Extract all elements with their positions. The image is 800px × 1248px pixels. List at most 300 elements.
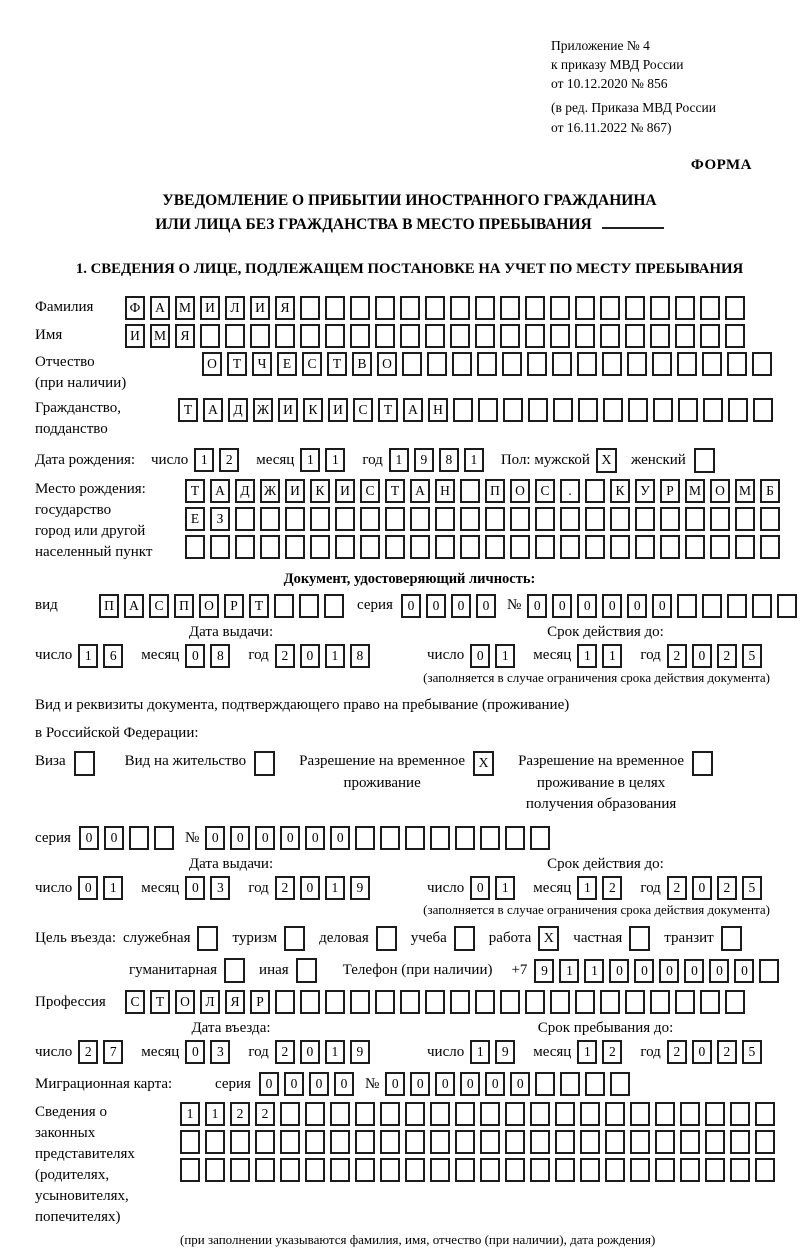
char-box[interactable]: 1 <box>325 448 345 472</box>
char-box[interactable]: А <box>150 296 170 320</box>
char-box[interactable] <box>735 535 755 559</box>
char-box[interactable] <box>685 507 705 531</box>
char-box[interactable] <box>360 507 380 531</box>
char-box[interactable]: 7 <box>103 1040 123 1064</box>
char-box[interactable] <box>300 324 320 348</box>
birth-place-input-row2[interactable] <box>185 507 785 531</box>
char-box[interactable] <box>578 398 598 422</box>
char-box[interactable] <box>405 1130 425 1154</box>
char-box[interactable] <box>185 535 205 559</box>
char-box[interactable]: 0 <box>385 1072 405 1096</box>
char-box[interactable] <box>200 324 220 348</box>
char-box[interactable] <box>400 296 420 320</box>
char-box[interactable] <box>460 535 480 559</box>
char-box[interactable] <box>260 507 280 531</box>
char-box[interactable]: 2 <box>667 876 687 900</box>
stay-year-input[interactable] <box>667 1040 767 1064</box>
permit-issue-year-input[interactable] <box>275 876 375 900</box>
stay-month-input[interactable] <box>577 1040 627 1064</box>
char-box[interactable]: 5 <box>742 1040 762 1064</box>
char-box[interactable]: С <box>353 398 373 422</box>
char-box[interactable] <box>450 990 470 1014</box>
char-box[interactable]: 0 <box>692 1040 712 1064</box>
char-box[interactable] <box>450 296 470 320</box>
char-box[interactable] <box>555 1158 575 1182</box>
char-box[interactable]: С <box>535 479 555 503</box>
char-box[interactable] <box>360 535 380 559</box>
char-box[interactable] <box>600 990 620 1014</box>
char-box[interactable]: У <box>635 479 655 503</box>
permit-valid-month-input[interactable] <box>577 876 627 900</box>
char-box[interactable]: 0 <box>527 594 547 618</box>
char-box[interactable] <box>530 1102 550 1126</box>
char-box[interactable]: 1 <box>103 876 123 900</box>
char-box[interactable]: 1 <box>577 876 597 900</box>
char-box[interactable] <box>405 826 425 850</box>
char-box[interactable] <box>577 352 597 376</box>
char-box[interactable]: Р <box>224 594 244 618</box>
char-box[interactable]: 0 <box>634 959 654 983</box>
char-box[interactable] <box>650 990 670 1014</box>
char-box[interactable] <box>700 324 720 348</box>
char-box[interactable] <box>625 990 645 1014</box>
char-box[interactable]: 1 <box>495 876 515 900</box>
char-box[interactable] <box>480 1158 500 1182</box>
char-box[interactable] <box>510 535 530 559</box>
char-box[interactable]: 1 <box>470 1040 490 1064</box>
char-box[interactable]: П <box>485 479 505 503</box>
char-box[interactable]: 2 <box>275 644 295 668</box>
char-box[interactable] <box>585 479 605 503</box>
char-box[interactable] <box>575 990 595 1014</box>
char-box[interactable]: Т <box>178 398 198 422</box>
char-box[interactable]: 1 <box>577 644 597 668</box>
char-box[interactable] <box>677 594 697 618</box>
char-box[interactable]: 0 <box>280 826 300 850</box>
char-box[interactable] <box>652 352 672 376</box>
char-box[interactable] <box>580 1130 600 1154</box>
temp-residence-checkbox[interactable]: X <box>473 751 494 776</box>
char-box[interactable]: Е <box>185 507 205 531</box>
char-box[interactable] <box>129 826 149 850</box>
char-box[interactable] <box>475 324 495 348</box>
sex-male-checkbox[interactable]: X <box>596 448 617 473</box>
char-box[interactable]: 0 <box>305 826 325 850</box>
char-box[interactable] <box>260 535 280 559</box>
char-box[interactable]: 9 <box>350 876 370 900</box>
char-box[interactable]: М <box>735 479 755 503</box>
id-issue-day-input[interactable] <box>78 644 128 668</box>
char-box[interactable] <box>677 352 697 376</box>
char-box[interactable] <box>280 1158 300 1182</box>
char-box[interactable] <box>375 296 395 320</box>
patronymic-input[interactable] <box>202 352 777 376</box>
char-box[interactable]: А <box>403 398 423 422</box>
char-box[interactable] <box>205 1158 225 1182</box>
char-box[interactable]: 1 <box>325 644 345 668</box>
char-box[interactable] <box>435 535 455 559</box>
char-box[interactable] <box>330 1130 350 1154</box>
char-box[interactable]: 2 <box>667 644 687 668</box>
char-box[interactable]: 0 <box>470 876 490 900</box>
char-box[interactable]: 0 <box>230 826 250 850</box>
char-box[interactable] <box>235 535 255 559</box>
char-box[interactable] <box>255 1130 275 1154</box>
char-box[interactable]: 0 <box>300 876 320 900</box>
birth-place-input-row3[interactable] <box>185 535 785 559</box>
char-box[interactable]: 2 <box>275 1040 295 1064</box>
char-box[interactable] <box>405 1102 425 1126</box>
char-box[interactable] <box>685 535 705 559</box>
char-box[interactable] <box>430 1102 450 1126</box>
char-box[interactable] <box>275 324 295 348</box>
char-box[interactable] <box>525 296 545 320</box>
char-box[interactable]: 0 <box>104 826 124 850</box>
purpose-other-checkbox[interactable] <box>296 958 317 983</box>
birth-year-input[interactable] <box>389 448 489 472</box>
char-box[interactable] <box>610 507 630 531</box>
char-box[interactable] <box>730 1130 750 1154</box>
char-box[interactable]: 2 <box>219 448 239 472</box>
char-box[interactable]: С <box>125 990 145 1014</box>
given-name-input[interactable] <box>125 324 750 348</box>
char-box[interactable] <box>475 990 495 1014</box>
entry-month-input[interactable] <box>185 1040 235 1064</box>
char-box[interactable] <box>455 1130 475 1154</box>
char-box[interactable] <box>655 1158 675 1182</box>
doc-type-input[interactable] <box>99 594 349 618</box>
representatives-input-row3[interactable] <box>180 1158 780 1182</box>
char-box[interactable] <box>675 990 695 1014</box>
migration-number-input[interactable] <box>385 1072 635 1096</box>
char-box[interactable] <box>235 507 255 531</box>
char-box[interactable] <box>627 352 647 376</box>
char-box[interactable] <box>250 324 270 348</box>
char-box[interactable] <box>755 1102 775 1126</box>
permit-valid-day-input[interactable] <box>470 876 520 900</box>
char-box[interactable] <box>535 507 555 531</box>
char-box[interactable] <box>610 1072 630 1096</box>
char-box[interactable]: 9 <box>350 1040 370 1064</box>
char-box[interactable] <box>154 826 174 850</box>
char-box[interactable] <box>555 1102 575 1126</box>
char-box[interactable] <box>505 1130 525 1154</box>
char-box[interactable] <box>660 507 680 531</box>
purpose-official-checkbox[interactable] <box>197 926 218 951</box>
char-box[interactable]: Р <box>250 990 270 1014</box>
char-box[interactable] <box>527 352 547 376</box>
char-box[interactable] <box>555 1130 575 1154</box>
char-box[interactable] <box>675 324 695 348</box>
char-box[interactable]: 1 <box>325 1040 345 1064</box>
char-box[interactable] <box>305 1130 325 1154</box>
char-box[interactable]: Ж <box>260 479 280 503</box>
char-box[interactable] <box>535 1072 555 1096</box>
char-box[interactable] <box>500 296 520 320</box>
char-box[interactable]: К <box>310 479 330 503</box>
char-box[interactable]: 2 <box>255 1102 275 1126</box>
char-box[interactable] <box>628 398 648 422</box>
char-box[interactable] <box>725 990 745 1014</box>
char-box[interactable] <box>335 507 355 531</box>
char-box[interactable]: А <box>203 398 223 422</box>
char-box[interactable]: 0 <box>334 1072 354 1096</box>
char-box[interactable]: 0 <box>309 1072 329 1096</box>
char-box[interactable] <box>274 594 294 618</box>
representatives-input-row1[interactable] <box>180 1102 780 1126</box>
char-box[interactable]: Л <box>225 296 245 320</box>
char-box[interactable]: 2 <box>602 876 622 900</box>
char-box[interactable] <box>460 507 480 531</box>
char-box[interactable]: 1 <box>300 448 320 472</box>
char-box[interactable] <box>759 959 779 983</box>
id-valid-day-input[interactable] <box>470 644 520 668</box>
char-box[interactable] <box>650 324 670 348</box>
char-box[interactable]: 0 <box>470 644 490 668</box>
permit-issue-month-input[interactable] <box>185 876 235 900</box>
id-issue-month-input[interactable] <box>185 644 235 668</box>
char-box[interactable] <box>480 1130 500 1154</box>
char-box[interactable]: И <box>335 479 355 503</box>
char-box[interactable]: 0 <box>79 826 99 850</box>
purpose-transit-checkbox[interactable] <box>721 926 742 951</box>
char-box[interactable] <box>510 507 530 531</box>
char-box[interactable] <box>324 594 344 618</box>
char-box[interactable]: Ж <box>253 398 273 422</box>
char-box[interactable]: 6 <box>103 644 123 668</box>
char-box[interactable] <box>575 324 595 348</box>
char-box[interactable] <box>650 296 670 320</box>
char-box[interactable] <box>675 296 695 320</box>
surname-input[interactable] <box>125 296 750 320</box>
char-box[interactable]: 0 <box>734 959 754 983</box>
char-box[interactable] <box>452 352 472 376</box>
char-box[interactable]: К <box>303 398 323 422</box>
char-box[interactable] <box>355 1158 375 1182</box>
char-box[interactable] <box>585 1072 605 1096</box>
char-box[interactable] <box>752 352 772 376</box>
char-box[interactable] <box>455 826 475 850</box>
char-box[interactable] <box>350 990 370 1014</box>
char-box[interactable] <box>210 535 230 559</box>
char-box[interactable]: И <box>278 398 298 422</box>
char-box[interactable] <box>350 324 370 348</box>
char-box[interactable] <box>530 1130 550 1154</box>
char-box[interactable]: 0 <box>300 644 320 668</box>
char-box[interactable]: 0 <box>78 876 98 900</box>
char-box[interactable]: Ч <box>252 352 272 376</box>
char-box[interactable]: 0 <box>627 594 647 618</box>
char-box[interactable] <box>427 352 447 376</box>
purpose-study-checkbox[interactable] <box>454 926 475 951</box>
char-box[interactable] <box>430 826 450 850</box>
char-box[interactable]: И <box>250 296 270 320</box>
char-box[interactable] <box>505 826 525 850</box>
char-box[interactable] <box>380 826 400 850</box>
char-box[interactable]: 0 <box>709 959 729 983</box>
char-box[interactable]: Р <box>660 479 680 503</box>
char-box[interactable]: Т <box>385 479 405 503</box>
char-box[interactable] <box>700 990 720 1014</box>
char-box[interactable] <box>680 1130 700 1154</box>
permit-series-input[interactable] <box>79 826 179 850</box>
char-box[interactable] <box>280 1102 300 1126</box>
char-box[interactable] <box>605 1102 625 1126</box>
char-box[interactable]: 0 <box>330 826 350 850</box>
char-box[interactable]: О <box>175 990 195 1014</box>
visa-checkbox[interactable] <box>74 751 95 776</box>
char-box[interactable] <box>630 1130 650 1154</box>
char-box[interactable]: 0 <box>185 644 205 668</box>
char-box[interactable] <box>453 398 473 422</box>
char-box[interactable]: 9 <box>414 448 434 472</box>
char-box[interactable]: 0 <box>602 594 622 618</box>
char-box[interactable] <box>702 352 722 376</box>
char-box[interactable]: 0 <box>410 1072 430 1096</box>
char-box[interactable]: З <box>210 507 230 531</box>
char-box[interactable] <box>525 990 545 1014</box>
char-box[interactable]: Я <box>175 324 195 348</box>
char-box[interactable] <box>500 324 520 348</box>
char-box[interactable]: В <box>352 352 372 376</box>
entry-day-input[interactable] <box>78 1040 128 1064</box>
char-box[interactable]: И <box>285 479 305 503</box>
char-box[interactable]: 2 <box>602 1040 622 1064</box>
char-box[interactable]: 1 <box>584 959 604 983</box>
char-box[interactable] <box>550 990 570 1014</box>
char-box[interactable] <box>603 398 623 422</box>
char-box[interactable] <box>635 535 655 559</box>
char-box[interactable] <box>705 1102 725 1126</box>
char-box[interactable]: 0 <box>435 1072 455 1096</box>
temp-residence-edu-checkbox[interactable] <box>692 751 713 776</box>
char-box[interactable] <box>478 398 498 422</box>
char-box[interactable]: О <box>710 479 730 503</box>
char-box[interactable]: 0 <box>510 1072 530 1096</box>
char-box[interactable] <box>400 324 420 348</box>
char-box[interactable] <box>602 352 622 376</box>
stay-day-input[interactable] <box>470 1040 520 1064</box>
char-box[interactable] <box>585 535 605 559</box>
char-box[interactable] <box>380 1102 400 1126</box>
birth-place-input-row1[interactable] <box>185 479 785 503</box>
char-box[interactable] <box>355 1102 375 1126</box>
birth-day-input[interactable] <box>194 448 244 472</box>
char-box[interactable] <box>285 507 305 531</box>
char-box[interactable]: 2 <box>78 1040 98 1064</box>
char-box[interactable] <box>702 594 722 618</box>
char-box[interactable] <box>630 1158 650 1182</box>
char-box[interactable]: Т <box>327 352 347 376</box>
char-box[interactable]: Б <box>760 479 780 503</box>
entry-year-input[interactable] <box>275 1040 375 1064</box>
id-issue-year-input[interactable] <box>275 644 375 668</box>
char-box[interactable] <box>777 594 797 618</box>
char-box[interactable]: 0 <box>259 1072 279 1096</box>
char-box[interactable]: 9 <box>534 959 554 983</box>
purpose-tourism-checkbox[interactable] <box>284 926 305 951</box>
char-box[interactable]: 1 <box>559 959 579 983</box>
char-box[interactable]: 0 <box>552 594 572 618</box>
char-box[interactable] <box>552 352 572 376</box>
char-box[interactable] <box>655 1102 675 1126</box>
char-box[interactable] <box>730 1102 750 1126</box>
permit-issue-day-input[interactable] <box>78 876 128 900</box>
char-box[interactable] <box>435 507 455 531</box>
char-box[interactable] <box>528 398 548 422</box>
char-box[interactable]: А <box>410 479 430 503</box>
char-box[interactable]: И <box>200 296 220 320</box>
char-box[interactable] <box>477 352 497 376</box>
migration-series-input[interactable] <box>259 1072 359 1096</box>
char-box[interactable] <box>655 1130 675 1154</box>
char-box[interactable] <box>455 1102 475 1126</box>
char-box[interactable] <box>625 324 645 348</box>
char-box[interactable] <box>550 296 570 320</box>
char-box[interactable] <box>580 1158 600 1182</box>
char-box[interactable] <box>425 990 445 1014</box>
char-box[interactable] <box>305 1158 325 1182</box>
char-box[interactable] <box>680 1158 700 1182</box>
char-box[interactable]: 1 <box>577 1040 597 1064</box>
char-box[interactable]: С <box>302 352 322 376</box>
char-box[interactable] <box>525 324 545 348</box>
char-box[interactable]: О <box>377 352 397 376</box>
id-valid-year-input[interactable] <box>667 644 767 668</box>
char-box[interactable] <box>500 990 520 1014</box>
char-box[interactable]: 0 <box>577 594 597 618</box>
char-box[interactable] <box>705 1130 725 1154</box>
char-box[interactable]: Я <box>275 296 295 320</box>
id-valid-month-input[interactable] <box>577 644 627 668</box>
char-box[interactable]: Т <box>378 398 398 422</box>
char-box[interactable]: 1 <box>389 448 409 472</box>
char-box[interactable] <box>430 1130 450 1154</box>
char-box[interactable]: С <box>360 479 380 503</box>
char-box[interactable] <box>503 398 523 422</box>
char-box[interactable] <box>225 324 245 348</box>
char-box[interactable]: П <box>174 594 194 618</box>
char-box[interactable]: 0 <box>659 959 679 983</box>
char-box[interactable] <box>300 990 320 1014</box>
char-box[interactable] <box>475 296 495 320</box>
char-box[interactable] <box>630 1102 650 1126</box>
char-box[interactable]: 2 <box>230 1102 250 1126</box>
char-box[interactable]: 0 <box>284 1072 304 1096</box>
char-box[interactable] <box>330 1158 350 1182</box>
char-box[interactable]: 8 <box>210 644 230 668</box>
char-box[interactable] <box>585 507 605 531</box>
char-box[interactable] <box>299 594 319 618</box>
char-box[interactable]: Т <box>150 990 170 1014</box>
char-box[interactable]: 0 <box>476 594 496 618</box>
char-box[interactable] <box>405 1158 425 1182</box>
char-box[interactable]: М <box>175 296 195 320</box>
char-box[interactable]: 0 <box>185 1040 205 1064</box>
char-box[interactable]: 0 <box>460 1072 480 1096</box>
char-box[interactable] <box>530 1158 550 1182</box>
char-box[interactable] <box>325 990 345 1014</box>
char-box[interactable]: 1 <box>180 1102 200 1126</box>
char-box[interactable] <box>635 507 655 531</box>
char-box[interactable] <box>580 1102 600 1126</box>
char-box[interactable]: 0 <box>684 959 704 983</box>
char-box[interactable] <box>735 507 755 531</box>
char-box[interactable] <box>725 296 745 320</box>
char-box[interactable] <box>480 826 500 850</box>
char-box[interactable] <box>653 398 673 422</box>
char-box[interactable]: 0 <box>426 594 446 618</box>
